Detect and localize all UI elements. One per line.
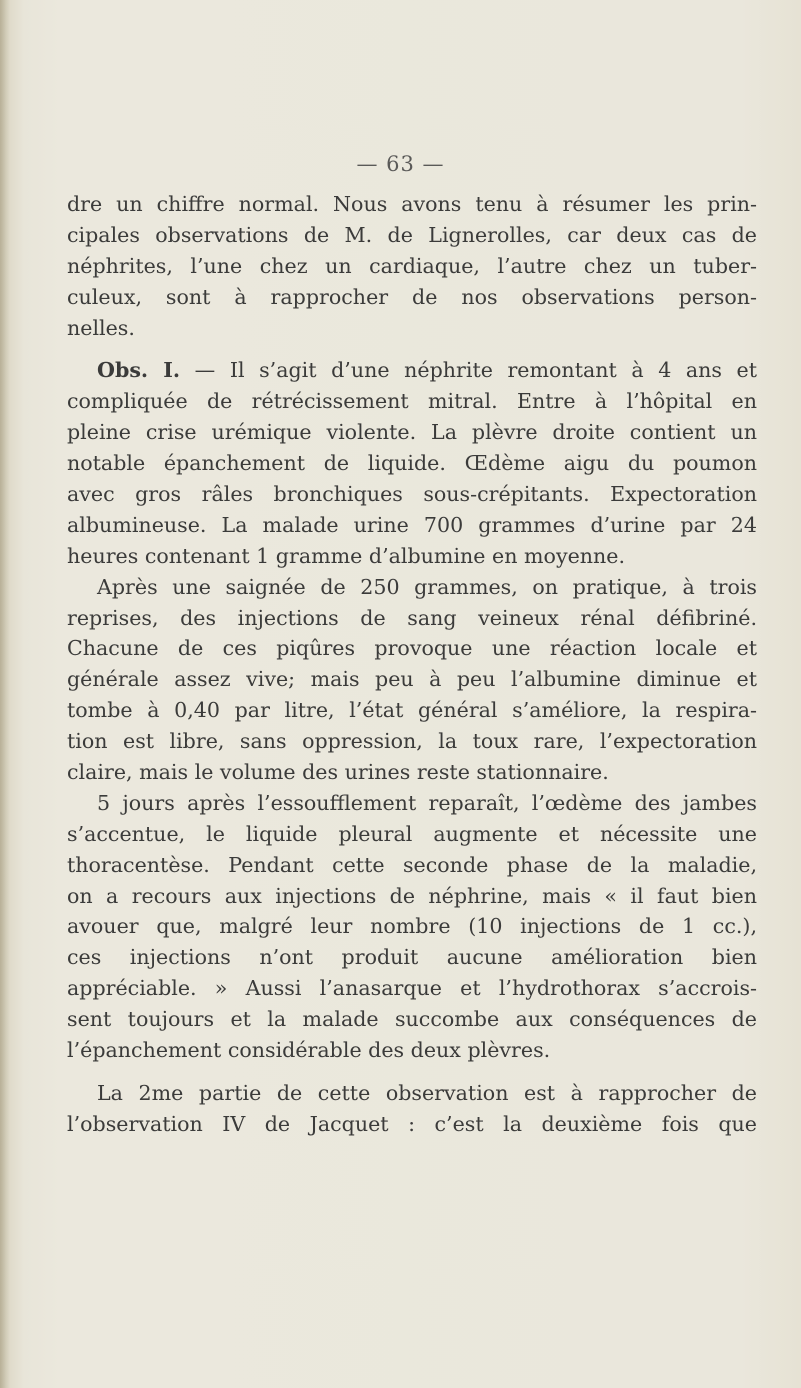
text-line: on a recours aux injections de néphrine, mais « il faut bien — [67, 883, 757, 908]
text-line: reprises, des injections de sang veineux rénal défibriné. — [67, 605, 757, 630]
text-line: avec gros râles bronchiques sous-crépitants. Expectoration — [67, 482, 757, 507]
text-line: dre un chiffre normal. Nous avons tenu à résumer les prin- — [67, 192, 757, 216]
text-line: avouer que, malgré leur nombre (10 injections de 1 cc.), — [67, 914, 757, 939]
text-line: thoracentèse. Pendant cette seconde phase de la maladie, — [67, 852, 757, 877]
text-line: pleine crise urémique violente. La plèvre droite contient un — [67, 420, 757, 445]
text-line: néphrites, l’une chez un cardiaque, l’autre chez un tuber- — [67, 253, 757, 278]
text-line: l’épanchement considérable des deux plèvres. — [67, 1038, 551, 1063]
text-line: cipales observations de M. de Lignerolles, car deux cas de — [67, 222, 757, 247]
text-line: nelles. — [67, 315, 135, 340]
text-line: s’accentue, le liquide pleural augmente et nécessite une — [67, 821, 757, 846]
page-spine-shadow — [0, 0, 10, 1388]
text-line: claire, mais le volume des urines reste stationnaire. — [67, 760, 609, 785]
text-line: tombe à 0,40 par litre, l’état général s’améliore, la respira- — [67, 698, 757, 723]
page-number: — 63 — — [356, 152, 445, 176]
text-line: appréciable. » Aussi l’anasarque et l’hydrothorax s’accrois- — [67, 976, 757, 1001]
text-line: La 2me partie de cette observation est à rapprocher de — [97, 1080, 757, 1105]
body-text — [67, 189, 757, 1140]
text-line — [67, 355, 757, 386]
text-line: culeux, sont à rapprocher de nos observations person- — [67, 284, 757, 309]
text-line: ces injections n’ont produit aucune amélioration bien — [67, 945, 757, 970]
text-line: notable épanchement de liquide. Œdème aigu du poumon — [67, 451, 757, 476]
text-line: tion est libre, sans oppression, la toux rare, l’expectoration — [67, 729, 757, 754]
text-line: Chacune de ces piqûres provoque une réaction locale et — [67, 636, 757, 661]
text-line: l’observation IV de Jacquet : c’est la deuxième fois que — [67, 1111, 757, 1136]
observation-label: Obs. I. — [97, 358, 181, 383]
text-line-content: — Il s’agit d’une néphrite remontant à 4 ans et — [180, 358, 757, 383]
text-line: sent toujours et la malade succombe aux conséquences de — [67, 1007, 757, 1032]
text-line: heures contenant 1 gramme d’albumine en moyenne. — [67, 543, 626, 568]
text-line: générale assez vive; mais peu à peu l’albumine diminue et — [67, 667, 757, 692]
text-line: Après une saignée de 250 grammes, on pratique, à trois — [97, 574, 757, 599]
paragraph-gap — [67, 343, 757, 355]
text-line: 5 jours après l’essoufflement reparaît, l’œdème des jambes — [97, 790, 757, 815]
text-line: compliquée de rétrécissement mitral. Entre à l’hôpital en — [67, 389, 757, 414]
text-line: albumineuse. La malade urine 700 grammes d’urine par 24 — [67, 512, 757, 537]
paragraph-gap — [67, 1066, 757, 1078]
